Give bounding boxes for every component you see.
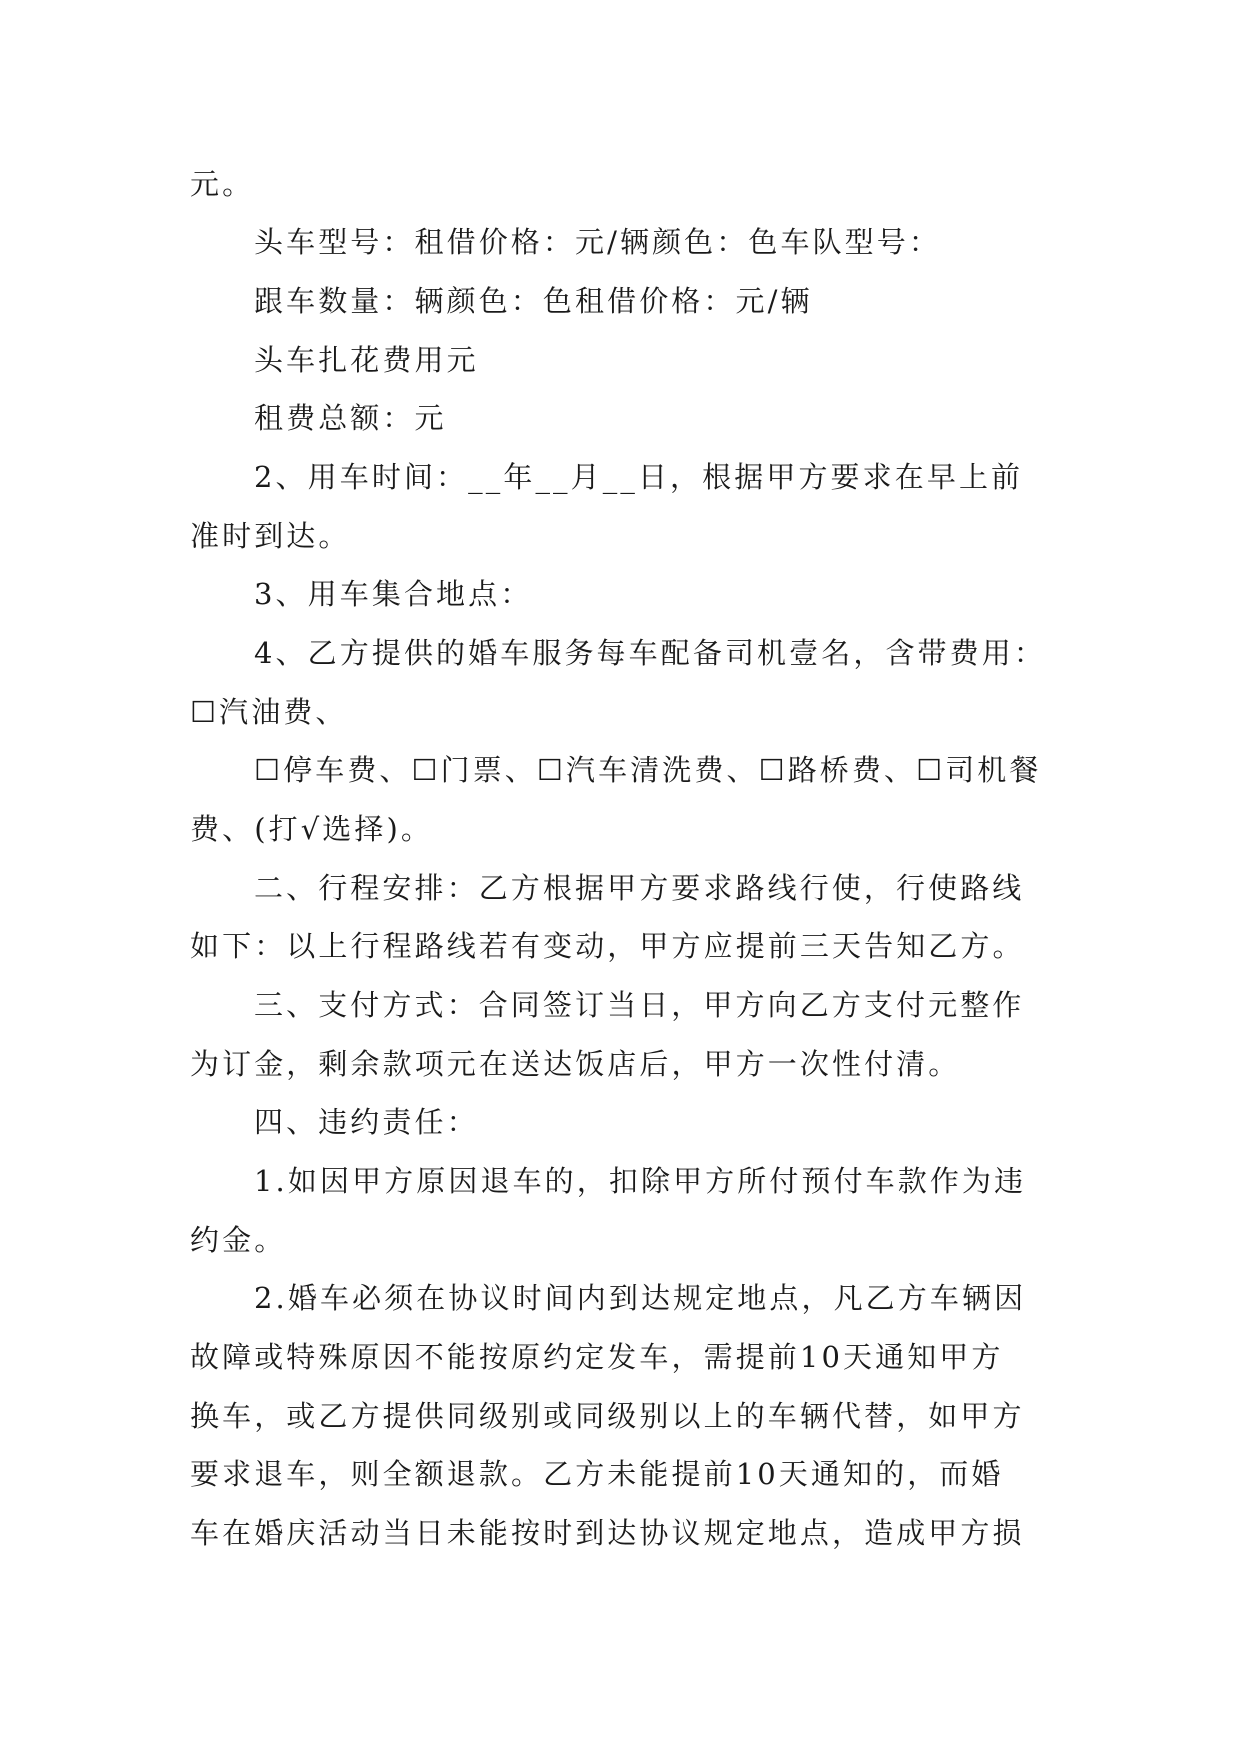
text-line: 4、乙方提供的婚车服务每车配备司机壹名，含带费用： [254,636,1046,670]
text-line: 三、支付方式：合同签订当日，甲方向乙方支付元整作 [254,988,1025,1022]
text-line: 费、(打√选择)。 [190,812,434,846]
text-line: 故障或特殊原因不能按原约定发车，需提前10天通知甲方 [190,1340,1004,1374]
text-line: 1.如因甲方原因退车的，扣除甲方所付预付车款作为违 [254,1164,1027,1198]
text-line: 2、用车时间：__年__月__日，根据甲方要求在早上前 [254,460,1024,494]
text-line: 头车扎花费用元 [254,343,479,377]
text-line: 约金。 [190,1223,287,1257]
text-line: 3、用车集合地点： [254,577,533,611]
text-line: 头车型号：租借价格：元/辆颜色：色车队型号： [254,225,941,259]
text-line: 车在婚庆活动当日未能按时到达协议规定地点，造成甲方损 [190,1516,1025,1550]
text-line: ☐汽油费、 [190,695,348,729]
text-line: 为订金，剩余款项元在送达饭店后，甲方一次性付清。 [190,1047,961,1081]
text-line: 跟车数量：辆颜色：色租借价格：元/辆 [254,284,813,318]
text-line: 如下：以上行程路线若有变动，甲方应提前三天告知乙方。 [190,929,1025,963]
text-line: ☐停车费、☐门票、☐汽车清洗费、☐路桥费、☐司机餐 [254,753,1042,787]
text-line: 要求退车，则全额退款。乙方未能提前10天通知的，而婚 [190,1457,1004,1491]
text-line: 二、行程安排：乙方根据甲方要求路线行使，行使路线 [254,871,1025,905]
text-line: 租费总额：元 [254,401,447,435]
text-line: 准时到达。 [190,519,351,553]
text-line: 元。 [190,167,255,201]
text-line: 四、违约责任： [254,1105,479,1139]
text-line: 2.婚车必须在协议时间内到达规定地点，凡乙方车辆因 [254,1281,1027,1315]
text-line: 换车，或乙方提供同级别或同级别以上的车辆代替，如甲方 [190,1399,1025,1433]
